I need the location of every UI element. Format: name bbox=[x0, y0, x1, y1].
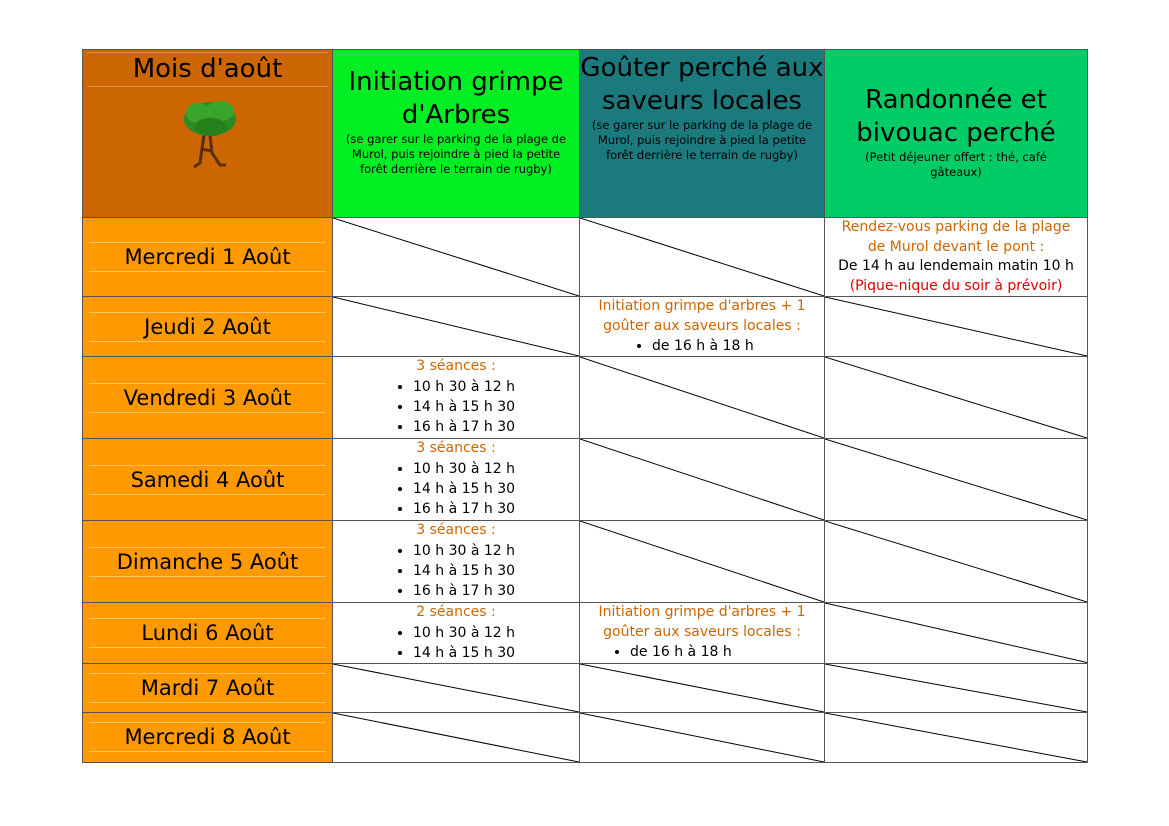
table-row bbox=[83, 439, 1088, 521]
sessions-heading: 2 séances : bbox=[416, 604, 496, 620]
empty-cell bbox=[825, 663, 1088, 712]
day-cell bbox=[83, 297, 333, 357]
rando-note: (Petit déjeuner offert : thé, café gâteaux) bbox=[865, 150, 1047, 179]
sessions-heading: 3 séances : bbox=[416, 522, 496, 538]
empty-cell bbox=[333, 712, 580, 762]
gouter-line: Initiation grimpe d'arbres + 1 bbox=[598, 604, 806, 620]
day-label: Mardi 7 Août bbox=[89, 673, 326, 703]
time-item: • 10 h 30 à 12 h bbox=[413, 459, 579, 479]
day-cell bbox=[83, 357, 333, 439]
month-title: Mois d'août bbox=[87, 52, 328, 87]
day-cell bbox=[83, 521, 333, 603]
table-row bbox=[83, 297, 1088, 357]
empty-cell bbox=[825, 712, 1088, 762]
time-item: • de 16 h à 18 h bbox=[652, 336, 824, 356]
empty-cell bbox=[825, 357, 1088, 439]
gouter-line: goûter aux saveurs locales : bbox=[603, 317, 801, 334]
table-row bbox=[83, 663, 1088, 712]
empty-cell bbox=[825, 439, 1088, 521]
initiation-title: Initiation grimpe d'Arbres bbox=[348, 67, 564, 130]
empty-cell bbox=[333, 218, 580, 297]
gouter-times bbox=[580, 336, 824, 356]
empty-cell bbox=[333, 297, 580, 357]
gouter-header bbox=[580, 50, 825, 218]
table-row bbox=[83, 357, 1088, 439]
day-cell bbox=[83, 439, 333, 521]
session-list bbox=[333, 541, 579, 601]
time-item: • 14 h à 15 h 30 bbox=[413, 479, 579, 499]
empty-cell bbox=[580, 218, 825, 297]
rando-title: Randonnée et bivouac perché bbox=[856, 85, 1056, 148]
day-label: Vendredi 3 Août bbox=[89, 383, 326, 413]
initiation-cell bbox=[333, 603, 580, 664]
empty-cell bbox=[580, 663, 825, 712]
empty-cell bbox=[580, 712, 825, 762]
rando-time: De 14 h au lendemain matin 10 h bbox=[838, 258, 1074, 274]
time-item: • 10 h 30 à 12 h bbox=[413, 541, 579, 561]
day-label: Samedi 4 Août bbox=[89, 465, 326, 495]
table-row bbox=[83, 712, 1088, 762]
time-item: • 10 h 30 à 12 h bbox=[413, 377, 579, 397]
gouter-cell bbox=[580, 297, 825, 357]
gouter-note: (se garer sur le parking de la plage de Murol, puis rejoindre à pied la petite forêt derrière le terrain de rugby) bbox=[591, 118, 813, 162]
gouter-times bbox=[580, 642, 824, 662]
rando-header bbox=[825, 50, 1088, 218]
day-cell bbox=[83, 218, 333, 297]
sessions-heading: 3 séances : bbox=[416, 440, 496, 456]
table-row bbox=[83, 603, 1088, 664]
gouter-line: goûter aux saveurs locales : bbox=[603, 623, 801, 640]
time-item: • de 16 h à 18 h bbox=[630, 642, 824, 662]
empty-cell bbox=[825, 521, 1088, 603]
sessions-heading: 3 séances : bbox=[416, 358, 496, 374]
empty-cell bbox=[580, 357, 825, 439]
empty-cell bbox=[580, 521, 825, 603]
gouter-line: Initiation grimpe d'arbres + 1 bbox=[598, 298, 806, 314]
initiation-cell bbox=[333, 439, 580, 521]
tree-icon bbox=[168, 93, 248, 173]
empty-cell bbox=[333, 663, 580, 712]
table-row bbox=[83, 218, 1088, 297]
time-item: • 16 h à 17 h 30 bbox=[413, 581, 579, 601]
day-label: Lundi 6 Août bbox=[89, 618, 326, 648]
gouter-cell bbox=[580, 603, 825, 664]
table-row bbox=[83, 521, 1088, 603]
day-cell bbox=[83, 603, 333, 664]
time-item: • 16 h à 17 h 30 bbox=[413, 417, 579, 437]
time-item: • 14 h à 15 h 30 bbox=[413, 397, 579, 417]
schedule-table bbox=[82, 49, 1088, 763]
initiation-cell bbox=[333, 357, 580, 439]
session-list bbox=[333, 623, 579, 663]
initiation-cell bbox=[333, 521, 580, 603]
empty-cell bbox=[580, 439, 825, 521]
day-label: Dimanche 5 Août bbox=[89, 547, 326, 577]
day-cell bbox=[83, 663, 333, 712]
day-label: Mercredi 1 Août bbox=[89, 242, 326, 272]
time-item: • 14 h à 15 h 30 bbox=[413, 643, 579, 663]
session-list bbox=[333, 377, 579, 437]
day-label: Mercredi 8 Août bbox=[89, 722, 326, 752]
empty-cell bbox=[825, 603, 1088, 664]
time-item: • 14 h à 15 h 30 bbox=[413, 561, 579, 581]
gouter-title: Goûter perché aux saveurs locales bbox=[580, 53, 824, 116]
day-cell bbox=[83, 712, 333, 762]
rando-note-line: (Pique-nique du soir à prévoir) bbox=[849, 277, 1063, 294]
rando-line: de Murol devant le pont : bbox=[867, 238, 1045, 255]
time-item: • 10 h 30 à 12 h bbox=[413, 623, 579, 643]
session-list bbox=[333, 459, 579, 519]
initiation-note: (se garer sur le parking de la plage de Murol, puis rejoindre à pied la petite forêt derrière le terrain de rugby) bbox=[345, 132, 567, 176]
header-row bbox=[83, 50, 1088, 218]
initiation-header bbox=[333, 50, 580, 218]
rando-line: Rendez-vous parking de la plage bbox=[841, 219, 1071, 235]
month-header bbox=[83, 50, 333, 218]
day-label: Jeudi 2 Août bbox=[89, 312, 326, 342]
time-item: • 16 h à 17 h 30 bbox=[413, 499, 579, 519]
rando-cell bbox=[825, 218, 1088, 297]
empty-cell bbox=[825, 297, 1088, 357]
